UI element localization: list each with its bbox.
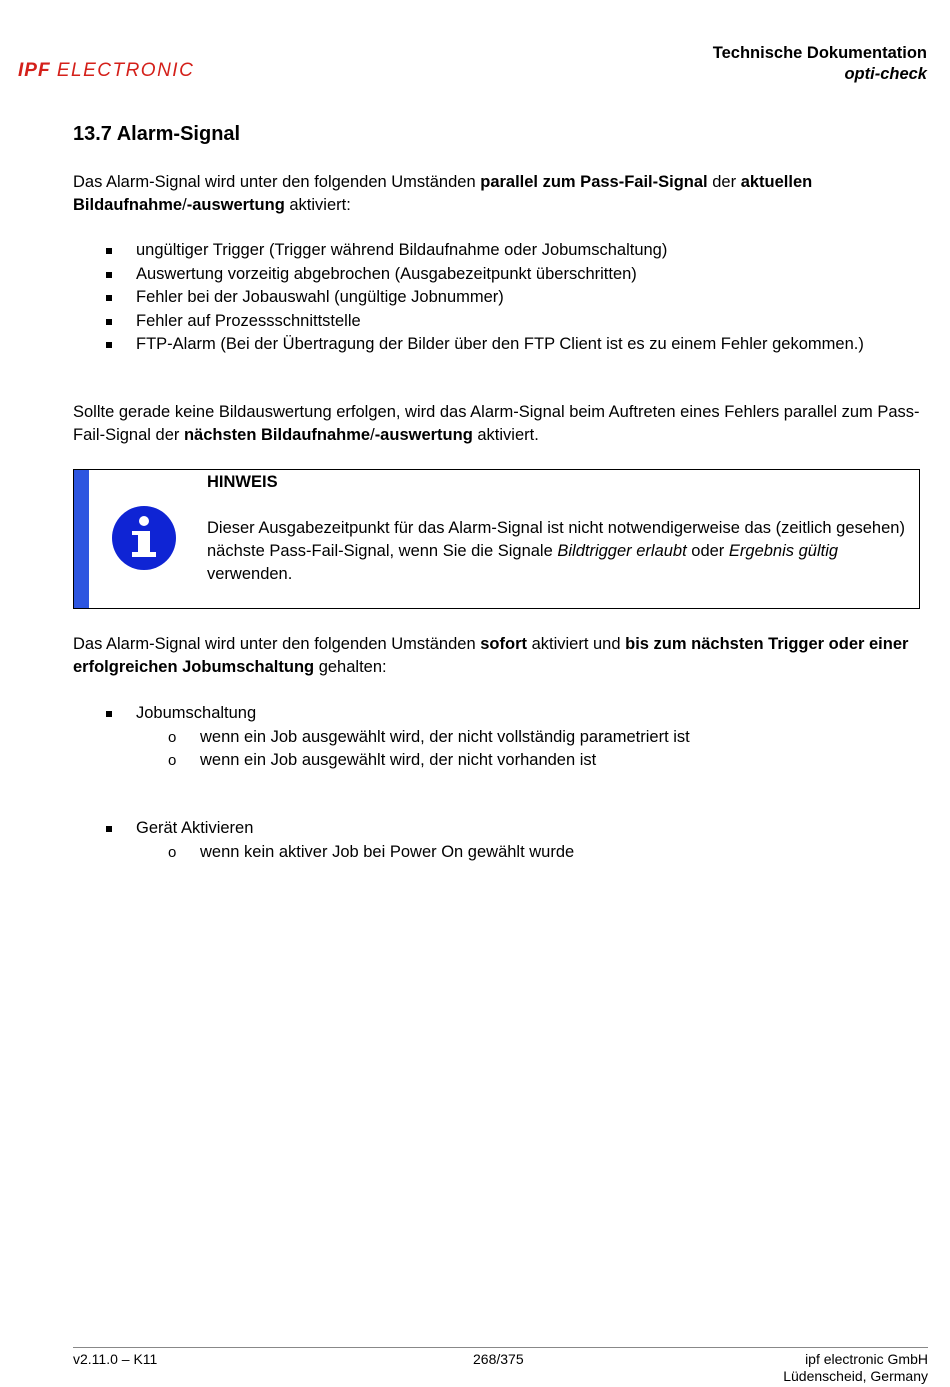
footer-divider — [73, 1347, 928, 1348]
square-bullet-icon — [106, 295, 112, 301]
list-item — [73, 263, 864, 287]
sub-list-item-text: wenn kein aktiver Job bei Power On gewählt wurde — [200, 842, 575, 861]
list-item-text: Fehler auf Prozessschnittstelle — [136, 311, 361, 330]
third-paragraph — [73, 633, 931, 679]
doc-title: Technische Dokumentation — [712, 44, 927, 62]
bold-text: nächsten Bildaufnahme — [183, 426, 371, 444]
list-item — [73, 239, 864, 263]
bold-text: bis zum nächsten Trigger oder einer erfolgreichen Jobumschaltung — [73, 635, 909, 676]
text: aktiviert. — [472, 426, 539, 444]
text: Sollte gerade keine Bildauswertung erfolgen, wird das Alarm-Signal beim Auftreten eines Fehlers parallel zum Pass-Fail-Signal der — [73, 403, 920, 444]
intro-paragraph — [73, 171, 931, 217]
held-conditions-list-2 — [73, 817, 574, 864]
alarm-conditions-list — [73, 239, 864, 357]
list-item-text: Gerät Aktivieren — [136, 819, 254, 837]
bold-text: aktuellen Bildaufnahme — [73, 173, 813, 214]
info-icon — [112, 506, 176, 570]
text: / — [370, 426, 375, 444]
bold-text: sofort — [480, 635, 527, 653]
section-title: 13.7 Alarm-Signal — [73, 123, 241, 145]
list-item — [73, 310, 864, 334]
list-item-text: Jobumschaltung — [136, 704, 257, 722]
italic-text: Bildtrigger erlaubt — [557, 542, 687, 560]
text: / — [182, 196, 187, 214]
text: Das Alarm-Signal wird unter den folgenden Umständen — [73, 173, 481, 191]
note-title: HINWEIS — [207, 473, 278, 491]
footer-company: ipf electronic GmbH — [805, 1351, 928, 1367]
sub-list-item-text: wenn ein Job ausgewählt wird, der nicht vorhanden ist — [200, 751, 597, 769]
text: verwenden. — [207, 565, 293, 583]
doc-subtitle: opti-check — [844, 65, 927, 83]
sub-list — [136, 726, 690, 773]
footer-location: Lüdenscheid, Germany — [783, 1368, 928, 1384]
sub-list-item — [136, 726, 690, 750]
list-item-text: Auswertung vorzeitig abgebrochen (Ausgabezeitpunkt überschritten) — [136, 264, 637, 283]
logo-electronic: ELECTRONIC — [56, 60, 195, 81]
sub-list-item — [136, 749, 690, 773]
note-accent-bar — [74, 470, 89, 608]
sub-list — [136, 841, 574, 865]
header-title-block — [713, 43, 927, 85]
square-bullet-icon — [106, 711, 112, 717]
list-item-text: ungültiger Trigger (Trigger während Bildaufnahme oder Jobumschaltung) — [136, 241, 668, 259]
circle-bullet-icon: o — [168, 843, 177, 861]
italic-text: Ergebnis gültig — [728, 542, 839, 560]
company-logo — [18, 60, 194, 82]
held-conditions-list-1 — [73, 702, 690, 773]
text: der — [707, 173, 741, 191]
list-item — [73, 286, 864, 310]
square-bullet-icon — [106, 319, 112, 325]
footer-page-number: 268/375 — [473, 1351, 524, 1367]
bold-text: parallel zum Pass-Fail-Signal — [480, 173, 708, 191]
square-bullet-icon — [106, 826, 112, 832]
logo-ipf: IPF — [18, 60, 51, 81]
list-item — [73, 702, 690, 773]
bold-text: -auswertung — [374, 426, 473, 444]
list-item-text: FTP-Alarm (Bei der Übertragung der Bilder über den FTP Client ist es zu einem Fehler gekommen.) — [136, 335, 864, 353]
text: aktiviert: — [284, 196, 351, 214]
text: Das Alarm-Signal wird unter den folgenden Umständen — [73, 635, 481, 653]
list-item-text: Fehler bei der Jobauswahl (ungültige Jobnummer) — [136, 288, 504, 306]
second-paragraph — [73, 401, 931, 447]
bold-text: -auswertung — [186, 196, 285, 214]
square-bullet-icon — [106, 272, 112, 278]
footer-version: v2.11.0 – K11 — [73, 1351, 158, 1367]
text: aktiviert und — [526, 635, 626, 653]
text: gehalten: — [314, 658, 387, 676]
sub-list-item — [136, 841, 574, 865]
sub-list-item-text: wenn ein Job ausgewählt wird, der nicht vollständig parametriert ist — [200, 727, 690, 746]
circle-bullet-icon: o — [168, 752, 177, 769]
circle-bullet-icon: o — [168, 728, 177, 746]
text: Dieser Ausgabezeitpunkt für das Alarm-Signal ist nicht notwendigerweise das (zeitlich gesehen) nächste Pass-Fail-Signal, wenn Sie die Signale — [207, 519, 905, 560]
list-item — [73, 333, 864, 357]
list-item — [73, 817, 574, 864]
note-text — [207, 517, 907, 586]
square-bullet-icon — [106, 342, 112, 348]
footer-company-block — [783, 1351, 928, 1385]
square-bullet-icon — [106, 248, 112, 254]
note-box — [73, 469, 920, 609]
text: oder — [686, 542, 729, 560]
